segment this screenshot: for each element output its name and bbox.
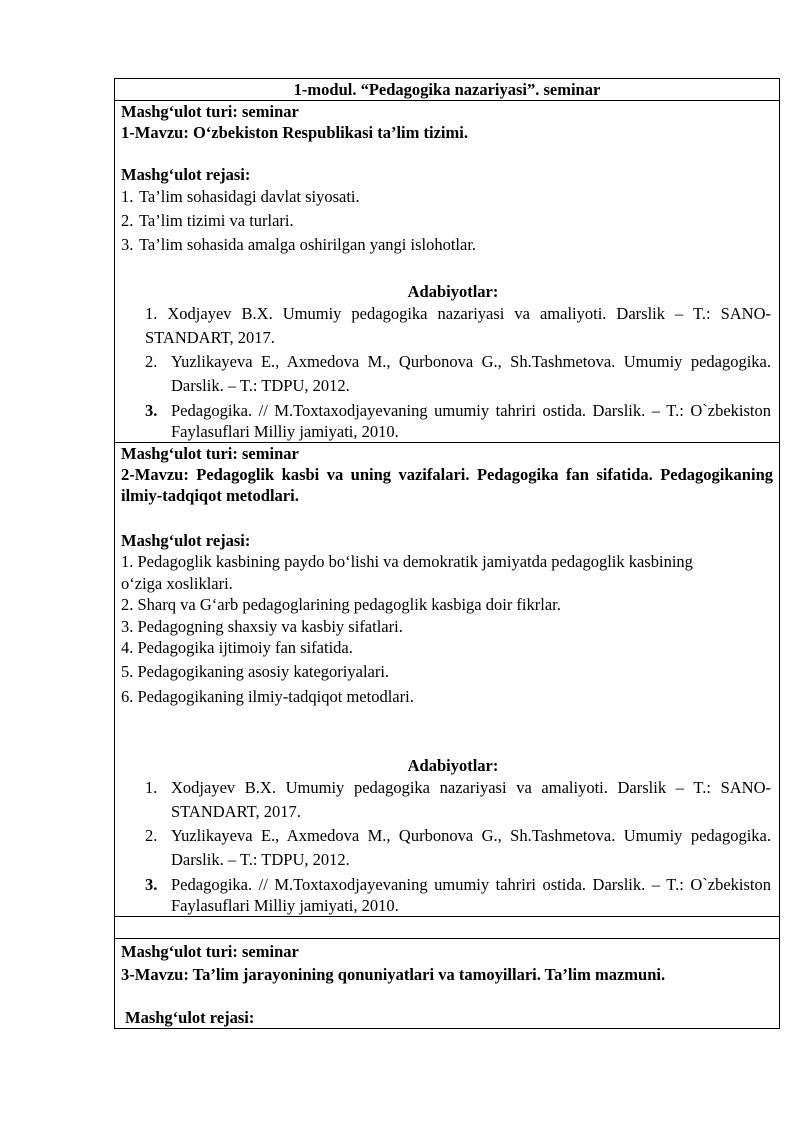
seminar-1-plan-list <box>121 185 773 257</box>
seminar-2-cell <box>115 443 780 917</box>
list-item: 6. Pedagogikaning ilmiy-tadqiqot metodlari. <box>121 686 414 706</box>
seminar-1-plan-title: Mashg‘ulot rejasi: <box>121 165 251 184</box>
seminar-2-plan-list <box>121 551 773 709</box>
document-page <box>114 78 780 1029</box>
seminar-table <box>114 78 780 1029</box>
list-item: 1. Ta’lim sohasidagi davlat siyosati. <box>121 187 360 206</box>
seminar-3-plan-title: Mashg‘ulot rejasi: <box>125 1007 255 1027</box>
seminar-3-type: Mashg‘ulot turi: seminar <box>121 941 299 961</box>
list-item: 3. Pedagogning shaxsiy va kasbiy sifatlari. <box>121 616 403 636</box>
seminar-1-type: Mashg‘ulot turi: seminar <box>121 102 299 121</box>
list-item: 3. Pedagogika. // M.Toxtaxodjayevaning umumiy tahriri ostida. Darslik. – T.: O`zbekiston Faylasuflari Milliy jamiyati, 2010. <box>145 874 771 915</box>
list-item: 5. Pedagogikaning asosiy kategoriyalari. <box>121 661 390 681</box>
list-item: 3. Pedagogika. // M.Toxtaxodjayevaning umumiy tahriri ostida. Darslik. – T.: O`zbekiston Faylasuflari Milliy jamiyati, 2010. <box>145 401 771 441</box>
seminar-2-literature-title: Adabiyotlar: <box>407 755 499 775</box>
list-item: 2. Sharq va G‘arb pedagoglarining pedagoglik kasbiga doir fikrlar. <box>121 595 561 614</box>
seminar-1-literature-title: Adabiyotlar: <box>407 282 499 301</box>
list-item: 2. Yuzlikayeva E., Axmedova M., Qurbonova G., Sh.Tashmetova. Umumiy pedagogika. Darslik. – T.: TDPU, 2012. <box>145 825 771 869</box>
empty-row <box>115 916 780 938</box>
list-item: 2. Yuzlikayeva E., Axmedova M., Qurbonova G., Sh.Tashmetova. Umumiy pedagogika. Darslik. – T.: TDPU, 2012. <box>145 352 771 395</box>
list-item: 3. Ta’lim sohasida amalga oshirilgan yangi islohotlar. <box>121 235 477 254</box>
list-item: 2. Ta’lim tizimi va turlari. <box>121 211 294 230</box>
module-title: 1-modul. “Pedagogika nazariyasi”. seminar <box>115 79 780 101</box>
seminar-2-type: Mashg‘ulot turi: seminar <box>121 444 299 463</box>
seminar-3-cell <box>115 938 780 1028</box>
seminar-1-cell <box>115 101 780 443</box>
list-item: 1. Xodjayev B.X. Umumiy pedagogika nazariyasi va amaliyoti. Darslik – T.: SANO-STANDART, 2017. <box>145 777 771 821</box>
list-item: 1. Xodjayev B.X. Umumiy pedagogika nazariyasi va amaliyoti. Darslik – T.: SANO-STANDART, 2017. <box>145 304 771 347</box>
seminar-2-topic: 2-Mavzu: Pedagoglik kasbi va uning vazifalari. Pedagogika fan sifatida. Pedagogikaning ilmiy-tadqiqot metodlari. <box>121 465 773 505</box>
list-item: 4. Pedagogika ijtimoiy fan sifatida. <box>121 638 353 657</box>
seminar-1-literature-list <box>121 302 773 442</box>
seminar-2-plan-title: Mashg‘ulot rejasi: <box>121 531 251 550</box>
seminar-1-topic: 1-Mavzu: O‘zbekiston Respublikasi ta’lim tizimi. <box>121 123 468 142</box>
seminar-3-topic: 3-Mavzu: Ta’lim jarayonining qonuniyatlari va tamoyillari. Ta’lim mazmuni. <box>121 964 666 984</box>
seminar-2-literature-list <box>121 776 773 916</box>
list-item: 1. Pedagoglik kasbining paydo bo‘lishi va demokratik jamiyatda pedagoglik kasbining o‘ziga xosliklari. <box>121 552 693 593</box>
